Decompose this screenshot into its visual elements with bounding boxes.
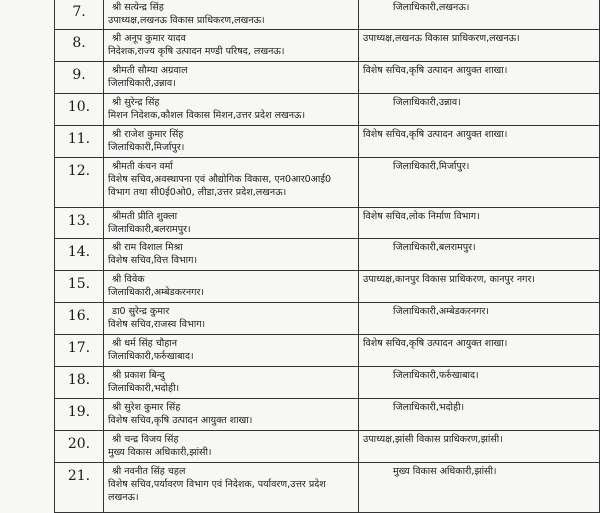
new-post: जिलाधिकारी,मिर्जापुर। <box>393 161 470 172</box>
serial-number: 20. <box>55 431 104 463</box>
current-post: मिशन निदेशक,कौशल विकास मिशन,उत्तर प्रदेश लखनऊ। <box>108 110 306 121</box>
table-row <box>55 208 600 239</box>
current-post: विशेष सचिव,पर्यावरण विभाग एवं निदेशक, पर्यावरण,उत्तर प्रदेश लखनऊ। <box>108 479 326 503</box>
serial-number: 21. <box>55 463 104 513</box>
new-post: उपाध्यक्ष,झांसी विकास प्राधिकरण,झांसी। <box>363 434 503 445</box>
officer-cell <box>104 335 359 367</box>
serial-number: 18. <box>55 367 104 399</box>
officer-cell <box>104 0 359 30</box>
table-row <box>55 431 600 463</box>
new-post: मुख्य विकास अधिकारी,झांसी। <box>393 466 497 477</box>
officer-name: श्री राम विशाल मिश्रा <box>112 242 183 253</box>
officer-name: श्री राजेश कुमार सिंह <box>112 129 184 140</box>
new-post-cell <box>359 94 600 126</box>
new-post: उपाध्यक्ष,लखनऊ विकास प्राधिकरण,लखनऊ। <box>363 33 520 44</box>
serial-number: 8. <box>55 30 104 62</box>
new-post-cell <box>359 208 600 239</box>
new-post-cell <box>359 239 600 271</box>
table-row <box>55 239 600 271</box>
serial-number: 7. <box>55 0 104 30</box>
table-row <box>55 158 600 208</box>
serial-number: 19. <box>55 399 104 431</box>
officer-cell <box>104 463 359 513</box>
transfer-table <box>54 0 600 513</box>
new-post-cell <box>359 303 600 335</box>
officer-cell <box>104 208 359 239</box>
officer-name: डा0 सुरेन्द्र कुमार <box>112 306 170 317</box>
table-row <box>55 94 600 126</box>
table-row <box>55 0 600 30</box>
new-post-cell <box>359 158 600 208</box>
new-post-cell <box>359 0 600 30</box>
officer-cell <box>104 158 359 208</box>
new-post: जिलाधिकारी,लखनऊ। <box>393 2 470 13</box>
table-row <box>55 271 600 303</box>
officer-cell <box>104 303 359 335</box>
current-post: विशेष सचिव,राजस्व विभाग। <box>108 319 206 330</box>
table-row <box>55 399 600 431</box>
transfer-table-body <box>55 0 600 513</box>
current-post: जिलाधिकारी,बलरामपुर। <box>108 224 191 235</box>
new-post: विशेष सचिव,लोक निर्माण विभाग। <box>363 211 480 222</box>
table-row <box>55 30 600 62</box>
table-row <box>55 463 600 513</box>
serial-number: 16. <box>55 303 104 335</box>
new-post-cell <box>359 463 600 513</box>
officer-cell <box>104 239 359 271</box>
new-post-cell <box>359 431 600 463</box>
officer-name: श्री नवनीत सिंह चहल <box>112 466 186 477</box>
officer-name: श्री सुरेश कुमार सिंह <box>112 402 181 413</box>
new-post-cell <box>359 30 600 62</box>
new-post-cell <box>359 62 600 94</box>
current-post: जिलाधिकारी,उन्नाव। <box>108 78 176 89</box>
table-row <box>55 303 600 335</box>
officer-cell <box>104 62 359 94</box>
new-post-cell <box>359 335 600 367</box>
serial-number: 9. <box>55 62 104 94</box>
officer-name: श्री प्रकाश बिन्दु <box>112 370 165 381</box>
table-row <box>55 62 600 94</box>
officer-name: श्रीमती सौम्या अग्रवाल <box>112 65 188 76</box>
new-post: जिलाधिकारी,बलरामपुर। <box>393 242 476 253</box>
officer-name: श्रीमती प्रीति शुक्ला <box>112 211 178 222</box>
current-post: मुख्य विकास अधिकारी,झांसी। <box>108 447 212 458</box>
officer-cell <box>104 271 359 303</box>
current-post: जिलाधिकारी,भदोही। <box>108 383 180 394</box>
new-post: उपाध्यक्ष,कानपुर विकास प्राधिकरण, कानपुर नगर। <box>363 274 535 285</box>
new-post: जिलाधिकारी,उन्नाव। <box>393 97 461 108</box>
new-post-cell <box>359 271 600 303</box>
officer-cell <box>104 126 359 158</box>
table-row <box>55 335 600 367</box>
officer-name: श्री सत्येन्द्र सिंह <box>112 2 164 13</box>
officer-cell <box>104 94 359 126</box>
current-post: विशेष सचिव,वित्त विभाग। <box>108 255 198 266</box>
officer-name: श्री अनूप कुमार यादव <box>112 33 186 44</box>
current-post: जिलाधिकारी,मिर्जापुर। <box>108 142 185 153</box>
new-post-cell <box>359 399 600 431</box>
current-post: निदेशक,राज्य कृषि उत्पादन मण्डी परिषद, लखनऊ। <box>108 46 285 57</box>
serial-number: 15. <box>55 271 104 303</box>
officer-cell <box>104 30 359 62</box>
new-post-cell <box>359 126 600 158</box>
current-post: विशेष सचिव,अवस्थापना एवं औद्योगिक विकास, एन0आर0आई0 विभाग तथा सी0ई0ओ0, लीडा,उत्तर प्रदेश,लखनऊ। <box>108 174 332 198</box>
serial-number: 13. <box>55 208 104 239</box>
officer-cell <box>104 431 359 463</box>
new-post: विशेष सचिव,कृषि उत्पादन आयुक्त शाखा। <box>363 338 508 349</box>
current-post: जिलाधिकारी,अम्बेडकरनगर। <box>108 287 204 298</box>
officer-name: श्री विवेक <box>112 274 145 285</box>
serial-number: 14. <box>55 239 104 271</box>
current-post: जिलाधिकारी,फर्रुखाबाद। <box>108 351 194 362</box>
officer-name: श्री चन्द्र विजय सिंह <box>112 434 179 445</box>
new-post: विशेष सचिव,कृषि उत्पादन आयुक्त शाखा। <box>363 65 508 76</box>
current-post: उपाध्यक्ष,लखनऊ विकास प्राधिकरण,लखनऊ। <box>108 15 265 26</box>
serial-number: 11. <box>55 126 104 158</box>
new-post-cell <box>359 367 600 399</box>
officer-name: श्री सुरेन्द्र सिंह <box>112 97 160 108</box>
serial-number: 10. <box>55 94 104 126</box>
new-post: विशेष सचिव,कृषि उत्पादन आयुक्त शाखा। <box>363 129 508 140</box>
new-post: जिलाधिकारी,भदोही। <box>393 402 465 413</box>
new-post: जिलाधिकारी,अम्बेडकरनगर। <box>393 306 489 317</box>
officer-name: श्री धर्म सिंह चौहान <box>112 338 177 349</box>
officer-cell <box>104 399 359 431</box>
officer-cell <box>104 367 359 399</box>
new-post: जिलाधिकारी,फर्रुखाबाद। <box>393 370 479 381</box>
officer-name: श्रीमती कंचन वर्मा <box>112 161 173 172</box>
table-row <box>55 367 600 399</box>
current-post: विशेष सचिव,कृषि उत्पादन आयुक्त शाखा। <box>108 415 253 426</box>
serial-number: 17. <box>55 335 104 367</box>
table-row <box>55 126 600 158</box>
serial-number: 12. <box>55 158 104 208</box>
